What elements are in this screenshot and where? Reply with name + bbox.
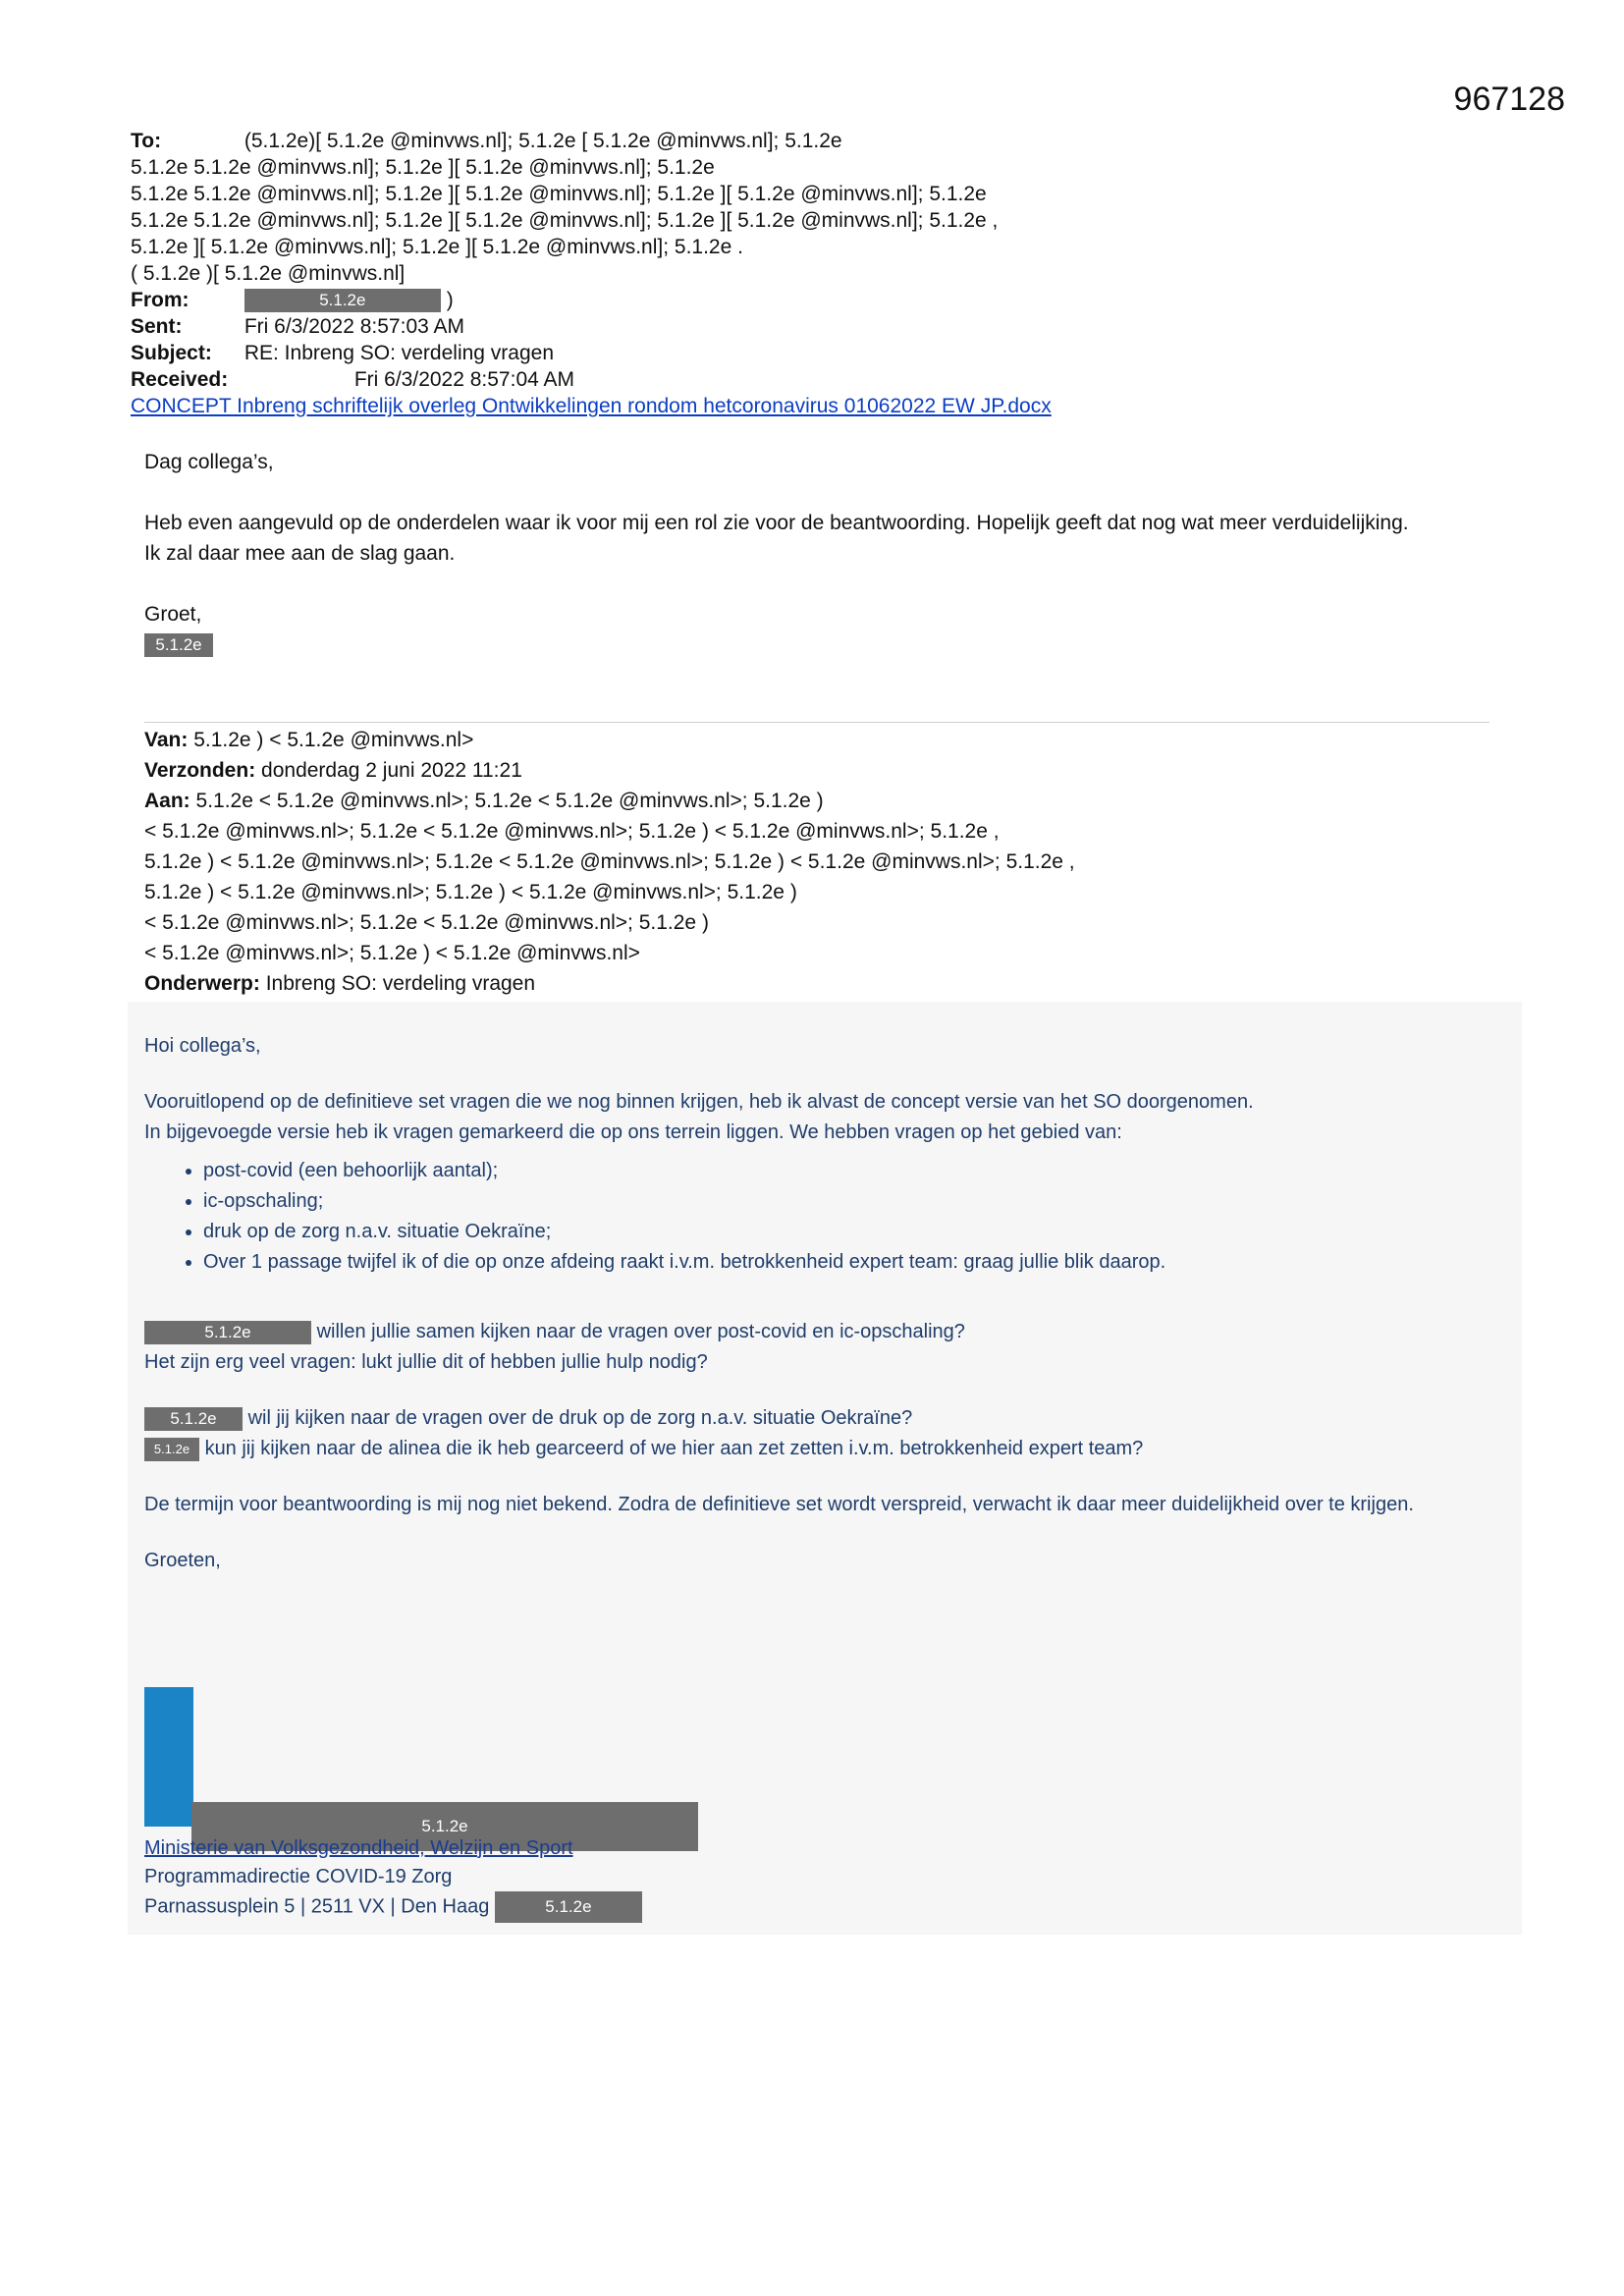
to-label: To:: [131, 130, 162, 152]
verzonden-value: donderdag 2 juni 2022 11:21: [261, 759, 522, 782]
list-item: • ic-opschaling;: [203, 1186, 1499, 1217]
aan-recipients-line-5: < 5.1.2e @minvws.nl>; 5.1.2e < 5.1.2e @minvws.nl>; 5.1.2e ): [144, 911, 709, 934]
email-header: [131, 128, 1525, 419]
redacted-name: 5.1.2e: [144, 1438, 199, 1461]
reply-line-2: Ik zal daar mee aan de slag gaan.: [144, 542, 456, 565]
to-recipients-line-6: ( 5.1.2e )[ 5.1.2e @minvws.nl]: [131, 262, 406, 285]
termijn-paragraph: De termijn voor beantwoording is mij nog niet bekend. Zodra de definitieve set wordt verspreid, verwacht ik daar meer duidelijkheid over te krijgen.: [144, 1494, 1414, 1515]
government-logo: [144, 1687, 193, 1827]
onderwerp-line: [144, 968, 1519, 999]
list-item: • post-covid (een behoorlijk aantal);: [203, 1156, 1499, 1186]
topic-list: [203, 1156, 1499, 1278]
to-recipients-line-2: 5.1.2e 5.1.2e @minvws.nl]; 5.1.2e ][ 5.1.2e @minvws.nl]; 5.1.2e: [131, 156, 715, 179]
forwarded-header: [144, 725, 1519, 999]
to-recipients-line-5: 5.1.2e ][ 5.1.2e @minvws.nl]; 5.1.2e ][ 5.1.2e @minvws.nl]; 5.1.2e .: [131, 236, 743, 258]
message-closing: Groeten,: [144, 1550, 221, 1571]
received-line: [131, 366, 1525, 393]
onderwerp-label: Onderwerp:: [144, 972, 260, 995]
redacted-signature-name: 5.1.2e: [191, 1802, 698, 1851]
message-greeting: Hoi collega’s,: [144, 1035, 261, 1057]
ask-1a: willen jullie samen kijken naar de vragen over post-covid en ic-opschaling?: [316, 1321, 965, 1342]
redacted-sender: 5.1.2e: [244, 289, 441, 312]
van-label: Van:: [144, 729, 189, 751]
aan-label: Aan:: [144, 790, 190, 812]
separator-line: [144, 722, 1489, 723]
ask-3-text: kun jij kijken naar de alinea die ik heb gearceerd of we hier aan zet zetten i.v.m. betrokkenheid expert team?: [204, 1438, 1144, 1459]
to-recipients-line-4: 5.1.2e 5.1.2e @minvws.nl]; 5.1.2e ][ 5.1.2e @minvws.nl]; 5.1.2e ][ 5.1.2e @minvws.nl]; 5.1.2e ,: [131, 209, 999, 232]
redacted-name: 5.1.2e: [144, 1407, 243, 1431]
signature-block: [144, 1834, 642, 1923]
forwarded-message: [144, 1031, 1499, 1602]
ask-1b: Het zijn erg veel vragen: lukt jullie dit of hebben jullie hulp nodig?: [144, 1351, 708, 1373]
sent-value: Fri 6/3/2022 8:57:03 AM: [244, 315, 464, 338]
ask-1: [144, 1317, 1499, 1347]
received-value: Fri 6/3/2022 8:57:04 AM: [353, 368, 574, 391]
aan-recipients-line-6: < 5.1.2e @minvws.nl>; 5.1.2e ) < 5.1.2e @minvws.nl>: [144, 942, 640, 964]
ask-3: [144, 1434, 1499, 1464]
directorate: Programmadirectie COVID-19 Zorg: [144, 1866, 453, 1887]
sent-label: Sent:: [131, 315, 183, 338]
document-number: 967128: [1453, 81, 1565, 118]
message-intro-2: In bijgevoegde versie heb ik vragen gemarkeerd die op ons terrein liggen. We hebben vragen op het gebied van:: [144, 1121, 1122, 1143]
aan-recipients-line-2: < 5.1.2e @minvws.nl>; 5.1.2e < 5.1.2e @minvws.nl>; 5.1.2e ) < 5.1.2e @minvws.nl>; 5.1.2e ,: [144, 820, 1000, 843]
attachment-link[interactable]: CONCEPT Inbreng schriftelijk overleg Ontwikkelingen rondom hetcoronavirus 01062022 EW JP.docx: [131, 395, 1052, 417]
subject-label: Subject:: [131, 342, 212, 364]
aan-recipients-line-4: 5.1.2e ) < 5.1.2e @minvws.nl>; 5.1.2e ) < 5.1.2e @minvws.nl>; 5.1.2e ): [144, 881, 797, 903]
ministry-link[interactable]: Ministerie van Volksgezondheid, Welzijn en Sport: [144, 1837, 573, 1859]
aan-recipients-line-3: 5.1.2e ) < 5.1.2e @minvws.nl>; 5.1.2e < 5.1.2e @minvws.nl>; 5.1.2e ) < 5.1.2e @minvws.nl>; 5.1.2e ,: [144, 850, 1075, 873]
from-line: From: 5.1.2e ): [131, 289, 454, 311]
sent-line: [131, 313, 1525, 340]
redacted-name: 5.1.2e: [144, 1321, 311, 1344]
message-intro-1: Vooruitlopend op de definitieve set vragen die we nog binnen krijgen, heb ik alvast de concept versie van het SO doorgenomen.: [144, 1091, 1254, 1113]
redacted-contact: 5.1.2e: [495, 1891, 642, 1923]
to-recipients-line-1: (5.1.2e)[ 5.1.2e @minvws.nl]; 5.1.2e [ 5.1.2e @minvws.nl]; 5.1.2e: [244, 130, 842, 152]
reply-body: [144, 447, 1489, 660]
redacted-sender-name: 5.1.2e: [144, 633, 213, 657]
ask-2-text: wil jij kijken naar de vragen over de druk op de zorg n.a.v. situatie Oekraïne?: [247, 1407, 913, 1429]
van-value: 5.1.2e ) < 5.1.2e @minvws.nl>: [193, 729, 474, 751]
reply-paragraph: Heb even aangevuld op de onderdelen waar ik voor mij een rol zie voor de beantwoording. Hopelijk geeft dat nog wat meer verduidelijking.: [144, 512, 1409, 534]
subject-line: [131, 340, 1525, 366]
ask-2: [144, 1403, 1499, 1434]
subject-value: RE: Inbreng SO: verdeling vragen: [244, 342, 555, 364]
aan-line: [144, 786, 1519, 816]
address: Parnassusplein 5 | 2511 VX | Den Haag 5.1.2e: [144, 1891, 642, 1923]
to-recipients-line-3: 5.1.2e 5.1.2e @minvws.nl]; 5.1.2e ][ 5.1.2e @minvws.nl]; 5.1.2e ][ 5.1.2e @minvws.nl]; 5.1.2e: [131, 183, 987, 205]
attachment-line: [131, 393, 1525, 419]
aan-recipients-line-1: 5.1.2e < 5.1.2e @minvws.nl>; 5.1.2e < 5.1.2e @minvws.nl>; 5.1.2e ): [195, 790, 824, 812]
list-item: • Over 1 passage twijfel ik of die op onze afdeing raakt i.v.m. betrokkenheid expert team: graag jullie blik daarop.: [203, 1247, 1499, 1278]
verzonden-label: Verzonden:: [144, 759, 256, 782]
reply-closing: Groet,: [144, 603, 202, 626]
from-label: From:: [131, 289, 189, 311]
reply-greeting: Dag collega’s,: [144, 451, 274, 473]
received-label: Received:: [131, 368, 229, 391]
onderwerp-value: Inbreng SO: verdeling vragen: [265, 972, 536, 995]
to-line: [131, 128, 1525, 154]
van-line: [144, 725, 1519, 755]
verzonden-line: [144, 755, 1519, 786]
list-item: • druk op de zorg n.a.v. situatie Oekraïne;: [203, 1217, 1499, 1247]
